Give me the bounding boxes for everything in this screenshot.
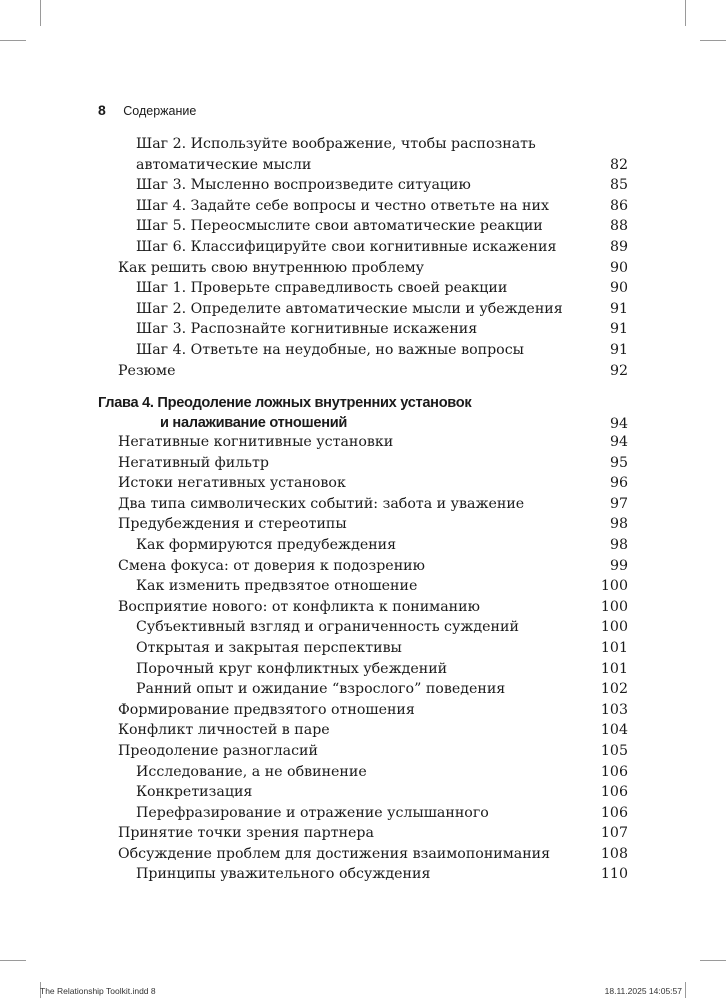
- toc-entry-page: 101: [600, 639, 628, 656]
- toc-list-after: [98, 432, 628, 885]
- toc-entry-page: 96: [609, 475, 628, 492]
- footer-crop-right: [685, 982, 686, 998]
- toc-entry-page: 94: [609, 434, 628, 450]
- toc-entry-title: Перефразирование и отражение услышанного: [136, 804, 489, 821]
- toc-entry: [98, 134, 628, 175]
- toc-entry: [98, 638, 628, 659]
- chapter-title-line2: и налаживание отношений: [160, 414, 348, 431]
- toc-entry-title: Преодоление разногласий: [118, 742, 318, 759]
- toc-entry-page: 98: [609, 516, 628, 533]
- toc-entry-page: 107: [600, 825, 628, 842]
- toc-entry: [98, 175, 628, 196]
- toc-entry-title: Резюме: [118, 362, 176, 379]
- toc-entry-page: 100: [600, 578, 628, 595]
- toc-entry-title: Восприятие нового: от конфликта к пониманию: [118, 598, 480, 615]
- toc-entry-title: Формирование предвзятого отношения: [118, 701, 415, 718]
- toc-entry-page: 101: [600, 660, 628, 677]
- toc-entry-page: 91: [609, 300, 628, 317]
- toc-entry-page: 89: [609, 238, 628, 255]
- toc-entry: [98, 556, 628, 577]
- toc-entry: [98, 720, 628, 741]
- toc-entry: [98, 453, 628, 474]
- chapter-page-number: 94: [609, 416, 628, 432]
- toc-entry-page: 99: [609, 557, 628, 574]
- toc-entry: [98, 299, 628, 320]
- toc-entry-title: Шаг 5. Переосмыслите свои автоматические реакции: [136, 218, 543, 235]
- toc-entry-title: Негативный фильтр: [118, 454, 269, 471]
- crop-mark-right-bottom: [700, 960, 726, 961]
- running-head-title: Содержание: [123, 104, 197, 118]
- toc-entry-title: Шаг 2. Используйте воображение, чтобы распознать автоматические мысли: [136, 136, 536, 173]
- toc-entry: [98, 535, 628, 556]
- toc-entry: [98, 741, 628, 762]
- toc-entry: [98, 340, 628, 361]
- footer-datetime: 18.11.2025 14:05:57: [604, 986, 682, 996]
- toc-entry: [98, 864, 628, 885]
- toc-entry-title: Смена фокуса: от доверия к подозрению: [118, 557, 425, 574]
- running-head: [98, 102, 196, 118]
- toc-entry-title: Шаг 3. Мысленно воспроизведите ситуацию: [136, 177, 471, 194]
- toc-entry: [98, 782, 628, 803]
- toc-entry: [98, 803, 628, 824]
- chapter-heading: [98, 394, 628, 433]
- toc-entry: [98, 473, 628, 494]
- toc-entry-page: 110: [600, 866, 628, 883]
- chapter-title-line1: Глава 4. Преодоление ложных внутренних установок: [98, 395, 472, 411]
- toc-entry-title: Негативные когнитивные установки: [118, 434, 394, 450]
- toc-entry: [98, 319, 628, 340]
- toc-entry: [98, 617, 628, 638]
- crop-mark-left-bottom: [0, 960, 26, 961]
- toc-entry-page: 106: [600, 763, 628, 780]
- toc-entry-title: Как изменить предвзятое отношение: [136, 578, 418, 595]
- toc-entry-title: Как формируются предубеждения: [136, 536, 397, 553]
- toc-entry-title: Исследование, а не обвинение: [136, 763, 367, 780]
- toc-entry-page: 95: [609, 454, 628, 471]
- crop-mark-left-top: [0, 40, 26, 41]
- toc-entry-title: Два типа символических событий: забота и уважение: [118, 495, 525, 512]
- toc-entry-page: 104: [600, 722, 628, 739]
- toc-entry: [98, 659, 628, 680]
- toc-entry-title: Порочный круг конфликтных убеждений: [136, 660, 448, 677]
- toc-entry-page: 90: [609, 259, 628, 276]
- toc-entry: [98, 216, 628, 237]
- toc-entry-title: Принятие точки зрения партнера: [118, 825, 374, 842]
- toc-entry-page: 92: [609, 362, 628, 379]
- toc-entry-page: 91: [609, 321, 628, 338]
- toc-entry: [98, 514, 628, 535]
- toc-entry-page: 108: [600, 845, 628, 862]
- toc-entry-page: 106: [600, 784, 628, 801]
- toc-list-before: [98, 134, 628, 381]
- toc-entry-page: 85: [609, 177, 628, 194]
- toc-entry-page: 106: [600, 804, 628, 821]
- toc-entry-page: 88: [609, 218, 628, 235]
- toc-entry-title: Предубеждения и стереотипы: [118, 516, 347, 533]
- toc-entry-page: 100: [600, 619, 628, 636]
- crop-mark-top-right: [685, 0, 686, 26]
- toc-entry-title: Конкретизация: [136, 784, 253, 801]
- toc-entry-title: Обсуждение проблем для достижения взаимопонимания: [118, 845, 551, 862]
- toc-entry: [98, 196, 628, 217]
- toc-entry: [98, 823, 628, 844]
- toc-entry-page: 102: [600, 681, 628, 698]
- toc-entry: [98, 278, 628, 299]
- toc-entry: [98, 258, 628, 279]
- crop-mark-top-left: [40, 0, 41, 26]
- toc-entry: [98, 361, 628, 382]
- footer-file: The Relationship Toolkit.indd 8: [40, 986, 156, 996]
- toc-entry-page: 82: [609, 156, 628, 173]
- toc-entry: [98, 494, 628, 515]
- toc-entry-title: Шаг 4. Ответьте на неудобные, но важные вопросы: [136, 341, 524, 358]
- toc-entry-title: Ранний опыт и ожидание “взрослого” поведения: [136, 681, 506, 698]
- toc-entry-title: Как решить свою внутреннюю проблему: [118, 259, 425, 276]
- toc-entry-title: Открытая и закрытая перспективы: [136, 639, 402, 656]
- toc-entry-title: Шаг 4. Задайте себе вопросы и честно ответьте на них: [136, 197, 549, 214]
- toc-entry-title: Шаг 2. Определите автоматические мысли и убеждения: [136, 300, 563, 317]
- toc-entry-title: Шаг 6. Классифицируйте свои когнитивные искажения: [136, 238, 557, 255]
- page-number: 8: [98, 102, 106, 118]
- toc-entry: [98, 762, 628, 783]
- toc-entry-page: 105: [600, 742, 628, 759]
- toc-entry-page: 103: [600, 701, 628, 718]
- toc-entry-title: Шаг 1. Проверьте справедливость своей реакции: [136, 280, 508, 297]
- toc-entry: [98, 597, 628, 618]
- toc-entry: [98, 432, 628, 453]
- toc-entry-title: Субъективный взгляд и ограниченность суждений: [136, 619, 519, 636]
- crop-mark-right-top: [700, 40, 726, 41]
- toc-entry-page: 100: [600, 598, 628, 615]
- toc-entry: [98, 844, 628, 865]
- toc-entry-page: 91: [609, 341, 628, 358]
- toc-entry-page: 90: [609, 280, 628, 297]
- toc-entry-page: 97: [609, 495, 628, 512]
- toc-entry: [98, 237, 628, 258]
- toc-entry-title: Шаг 3. Распознайте когнитивные искажения: [136, 321, 478, 338]
- toc-entry: [98, 679, 628, 700]
- toc-entry: [98, 576, 628, 597]
- toc-entry-title: Принципы уважительного обсуждения: [136, 866, 431, 883]
- toc-entry-title: Истоки негативных установок: [118, 475, 346, 492]
- toc-entry-title: Конфликт личностей в паре: [118, 722, 330, 739]
- toc-entry: [98, 700, 628, 721]
- toc-entry-page: 86: [609, 197, 628, 214]
- toc-entry-page: 98: [609, 536, 628, 553]
